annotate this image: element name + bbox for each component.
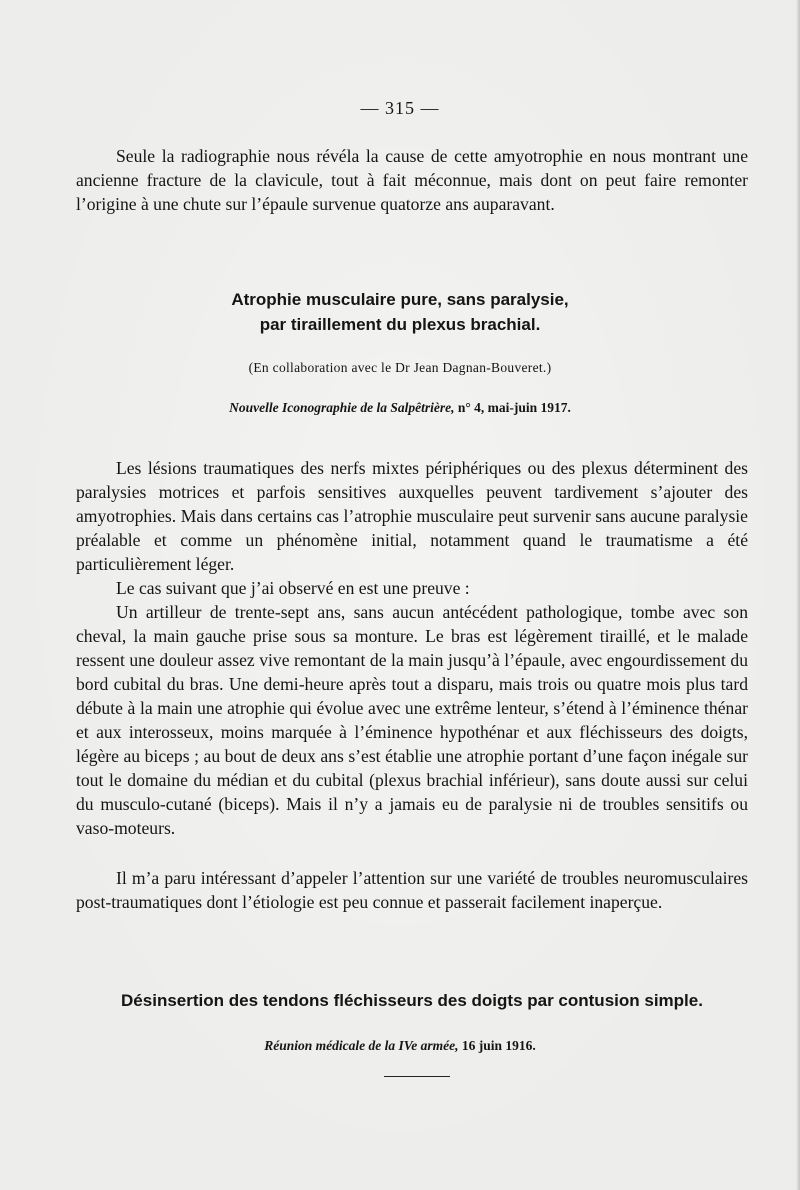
section-title-line-1: Atrophie musculaire pure, sans paralysie,: [231, 290, 569, 309]
publication-reference: [0, 400, 800, 416]
body-paragraph-4: Il m’a paru intéressant d’appeler l’attention sur une variété de troubles neuromusculaires post-traumatiques dont l’étiologie est peu connue et passerait facilement inaperçue.: [76, 868, 748, 912]
page-edge-shadow: [796, 0, 800, 1190]
collaboration-note: (En collaboration avec le Dr Jean Dagnan-Bouveret.): [248, 360, 552, 375]
publication-details-2: 16 juin 1916.: [458, 1038, 536, 1053]
page-number: — 315 —: [360, 98, 440, 118]
divider-rule: [384, 1076, 450, 1077]
publication-name-2: Réunion médicale de la IVe armée,: [264, 1038, 459, 1053]
section-title-line-2: par tiraillement du plexus brachial.: [259, 315, 541, 334]
section-title-2: Désinsertion des tendons fléchisseurs des doigts par contusion simple.: [121, 991, 703, 1010]
body-paragraph-3: Un artilleur de trente-sept ans, sans aucun antécédent pathologique, tombe avec son cheval, la main gauche prise sous sa monture. Le bras est légèrement tiraillé, et le malade ressent une douleur assez vive remontant de la main jusqu’à l’épaule, avec engourdissement du bord cubital du bras. Une demi-heure après tout a disparu, mais trois ou quatre mois plus tard débute à la main une atrophie qui évolue avec une extrême lenteur, s’étend à l’éminence thénar et aux interosseux, moins marquée à l’éminence hypothénar et aux fléchisseurs des doigts, légère au biceps ; au bout de deux ans s’est établie une atrophie portant d’une façon inégale sur tout le domaine du médian et du cubital (plexus brachial inférieur), sans doute aussi sur celui du musculo-cutané (biceps). Mais il n’y a jamais eu de paralysie ni de troubles sensitifs ou vaso-moteurs.: [76, 602, 748, 838]
section-title: [0, 287, 800, 337]
body-paragraph-1: Les lésions traumatiques des nerfs mixtes périphériques ou des plexus déterminent des paralysies motrices et parfois sensitives auxquelles peuvent tardivement s’ajouter des amyotrophies. Mais dans certains cas l’atrophie musculaire peut survenir sans aucune paralysie préalable et comme un phénomène initial, notamment quand le traumatisme a été particulièrement léger.: [76, 458, 748, 574]
intro-paragraph: Seule la radiographie nous révéla la cause de cette amyotrophie en nous montrant une ancienne fracture de la clavicule, tout à fait méconnue, mais dont on peut faire remonter l’origine à une chute sur l’épaule survenue quatorze ans auparavant.: [76, 146, 748, 214]
publication-reference-2: [0, 1038, 800, 1054]
publication-name: Nouvelle Iconographie de la Salpêtrière,: [229, 400, 455, 415]
publication-details: n° 4, mai-juin 1917.: [454, 400, 571, 415]
body-paragraph-2: Le cas suivant que j’ai observé en est une preuve :: [116, 578, 470, 598]
